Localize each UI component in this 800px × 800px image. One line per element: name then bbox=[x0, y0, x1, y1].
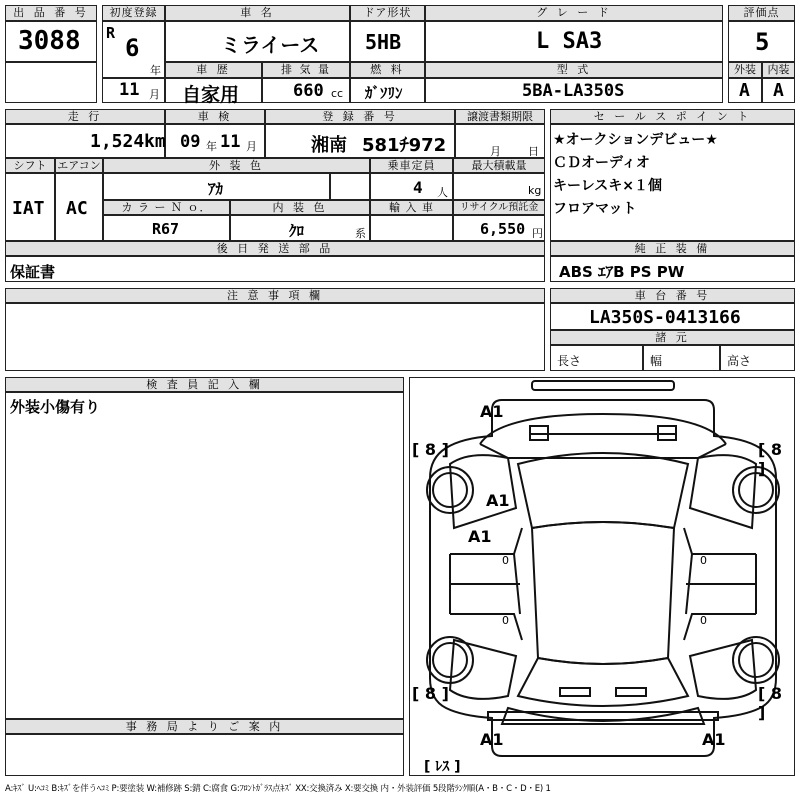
tire-tread-rear-left: [ 8 ] bbox=[412, 684, 449, 703]
sales-points-label: セ ー ル ス ポ イ ン ト bbox=[550, 109, 795, 124]
transfer-day-unit: 日 bbox=[528, 145, 539, 158]
lot-number: 3088 bbox=[18, 26, 81, 56]
sales-point-line: キーレスキ×１個 bbox=[553, 178, 663, 194]
exterior-score: A bbox=[739, 80, 750, 101]
capacity-cell bbox=[370, 173, 453, 200]
damage-diagram bbox=[409, 377, 795, 776]
fuel: ｶﾞｿﾘﾝ bbox=[365, 84, 403, 102]
transfer-doc-cell bbox=[455, 124, 545, 158]
spec-height-cell bbox=[720, 345, 795, 371]
equipment-label: 純 正 装 備 bbox=[550, 241, 795, 256]
spec-height: 高さ bbox=[727, 354, 752, 368]
panel-zero: 0 bbox=[700, 614, 707, 627]
month-unit: 月 bbox=[149, 88, 160, 101]
spec-width: 幅 bbox=[650, 354, 663, 368]
capacity-unit: 人 bbox=[437, 186, 448, 199]
aircon-label: エアコン bbox=[55, 158, 103, 173]
panel-zero: 0 bbox=[700, 554, 707, 567]
import-cell bbox=[370, 215, 453, 241]
inspection-month-unit: 月 bbox=[246, 140, 257, 153]
car-outline bbox=[410, 378, 794, 775]
equipment-cell bbox=[550, 256, 795, 282]
color-no: R67 bbox=[152, 220, 180, 238]
damage-mark: A1 bbox=[468, 527, 492, 546]
inspector-note: 外装小傷有り bbox=[10, 398, 101, 416]
registration-area: 湘南 bbox=[311, 135, 347, 156]
inspection-year: 09 bbox=[180, 132, 201, 152]
shift-cell bbox=[5, 173, 55, 241]
int-score-cell bbox=[762, 78, 795, 103]
capacity-label: 乗車定員 bbox=[370, 158, 453, 173]
model-cell bbox=[425, 78, 723, 103]
ext-score-label: 外装 bbox=[728, 62, 762, 78]
damage-mark: A1 bbox=[480, 402, 504, 421]
displacement: 660 bbox=[293, 81, 324, 101]
int-color-unit: 系 bbox=[355, 227, 366, 240]
mileage-cell bbox=[5, 124, 165, 158]
spare-tire-label: [ ﾚｽ ] bbox=[424, 759, 461, 775]
inspector-label: 検 査 員 記 入 欄 bbox=[5, 377, 404, 392]
kg-unit: kg bbox=[528, 184, 542, 197]
office-cell bbox=[5, 734, 404, 776]
era: R bbox=[106, 24, 116, 42]
int-color-label: 内 装 色 bbox=[230, 200, 370, 215]
inspection-month: 11 bbox=[220, 132, 241, 152]
door-cell bbox=[350, 21, 425, 62]
mileage-label: 走 行 bbox=[5, 109, 165, 124]
aircon-cell bbox=[55, 173, 103, 241]
later-items-label: 後 日 発 送 部 品 bbox=[5, 241, 545, 256]
damage-mark: A1 bbox=[702, 730, 726, 749]
fuel-cell bbox=[350, 78, 425, 103]
tire-tread-front-left: [ 8 ] bbox=[412, 440, 449, 459]
color-no-cell bbox=[103, 215, 230, 241]
office-label: 事 務 局 よ り ご 案 内 bbox=[5, 719, 404, 734]
history-cell bbox=[165, 78, 262, 106]
spec-length: 長さ bbox=[557, 354, 582, 368]
registration-label: 登 録 番 号 bbox=[265, 109, 455, 124]
mileage: 1,524 bbox=[90, 131, 145, 152]
legend: A:ｷｽﾞ U:ﾍｺﾐ B:ｷｽﾞを伴うﾍｺﾐ P:要塗装 W:補修跡 S:錆 C:腐食 G:ﾌﾛﾝﾄｶﾞﾗｽ点ｷｽﾞ XX:交換済み X:要交換 内・外装評価 5段階ﾗﾝｸ順(A・B・C・D・E) 1 bbox=[5, 784, 551, 794]
max-load-cell bbox=[453, 173, 545, 200]
import-label: 輸 入 車 bbox=[370, 200, 453, 215]
ext-color-cell bbox=[103, 173, 330, 200]
interior-score: A bbox=[773, 80, 784, 101]
first-reg-label: 初度登録 bbox=[102, 5, 165, 21]
equipment: ABS ｴｱB PS PW bbox=[559, 263, 685, 281]
transfer-doc-label: 譲渡書類期限 bbox=[455, 109, 545, 124]
int-color-cell bbox=[230, 215, 370, 241]
aircon: AC bbox=[66, 198, 88, 219]
recycle-cell bbox=[453, 215, 545, 241]
grade-label: グ レ ー ド bbox=[425, 5, 723, 21]
chassis-number: LA350S-0413166 bbox=[589, 307, 741, 328]
inspector-cell bbox=[5, 392, 404, 719]
sales-point-line: ＣＤオーディオ bbox=[553, 155, 650, 171]
inspection-label: 車 検 bbox=[165, 109, 265, 124]
displacement-label: 排 気 量 bbox=[262, 62, 350, 78]
inspection-cell bbox=[165, 124, 265, 158]
overall-score: 5 bbox=[755, 28, 770, 56]
sales-point-line: ★オークションデビュー★ bbox=[553, 132, 718, 148]
first-reg-month-cell bbox=[102, 78, 165, 103]
int-color: ｸﾛ bbox=[289, 222, 305, 240]
year-unit: 年 bbox=[150, 64, 161, 77]
color-no-label: カ ラ ー Ｎ ｏ． bbox=[103, 200, 230, 215]
cc-unit: cc bbox=[331, 87, 344, 100]
damage-mark: A1 bbox=[480, 730, 504, 749]
score-cell bbox=[728, 21, 795, 62]
transfer-month-unit: 月 bbox=[490, 145, 501, 158]
history: 自家用 bbox=[182, 84, 240, 106]
chassis-cell bbox=[550, 303, 795, 330]
int-score-label: 内装 bbox=[762, 62, 795, 78]
car-name-label: 車 名 bbox=[165, 5, 350, 21]
notes-cell bbox=[5, 303, 545, 371]
car-name: ミライース bbox=[221, 33, 320, 57]
recycle-fee: 6,550 bbox=[480, 220, 526, 238]
km-unit: km bbox=[144, 131, 166, 152]
chassis-label: 車 台 番 号 bbox=[550, 288, 795, 303]
later-items-cell bbox=[5, 256, 545, 282]
capacity: 4 bbox=[413, 178, 423, 197]
panel-zero: 0 bbox=[502, 614, 509, 627]
grade-cell bbox=[425, 21, 723, 62]
first-reg-month: 11 bbox=[119, 80, 140, 100]
car-name-cell bbox=[165, 21, 350, 62]
max-load-label: 最大積載量 bbox=[453, 158, 545, 173]
lot-blank-cell bbox=[5, 62, 97, 103]
sales-points-cell bbox=[550, 124, 795, 241]
grade: L SA3 bbox=[536, 29, 603, 54]
first-reg-cell bbox=[102, 21, 165, 78]
spec-length-cell bbox=[550, 345, 643, 371]
fuel-label: 燃 料 bbox=[350, 62, 425, 78]
tire-tread-front-right: [ 8 ] bbox=[758, 440, 783, 478]
registration-number: 581ﾁ972 bbox=[362, 135, 447, 156]
door-type: 5HB bbox=[365, 30, 402, 54]
recycle-label: リサイクル預託金 bbox=[453, 200, 545, 215]
score-label: 評価点 bbox=[728, 5, 795, 21]
ext-color: ｱｶ bbox=[208, 180, 224, 198]
lot-label: 出 品 番 号 bbox=[5, 5, 97, 21]
displacement-cell bbox=[262, 78, 350, 103]
first-reg-year: 6 bbox=[125, 34, 140, 62]
later-items: 保証書 bbox=[10, 263, 56, 281]
damage-mark: A1 bbox=[486, 491, 510, 510]
shift-label: シフト bbox=[5, 158, 55, 173]
ext-score-cell bbox=[728, 78, 762, 103]
model-label: 型 式 bbox=[425, 62, 723, 78]
registration-cell bbox=[265, 124, 455, 158]
inspection-year-unit: 年 bbox=[206, 140, 217, 153]
yen-unit: 円 bbox=[532, 227, 543, 240]
sales-point-line: フロアマット bbox=[553, 201, 637, 217]
specs-label: 諸 元 bbox=[550, 330, 795, 345]
lot-number-cell bbox=[5, 21, 97, 62]
spec-width-cell bbox=[643, 345, 720, 371]
ext-color-extra-cell bbox=[330, 173, 370, 200]
door-label: ドア形状 bbox=[350, 5, 425, 21]
tire-tread-rear-right: [ 8 ] bbox=[758, 684, 783, 722]
notes-label: 注 意 事 項 欄 bbox=[5, 288, 545, 303]
model-code: 5BA-LA350S bbox=[522, 81, 625, 101]
shift: IAT bbox=[12, 198, 45, 219]
ext-color-label: 外 装 色 bbox=[103, 158, 370, 173]
panel-zero: 0 bbox=[502, 554, 509, 567]
history-label: 車 歴 bbox=[165, 62, 262, 78]
